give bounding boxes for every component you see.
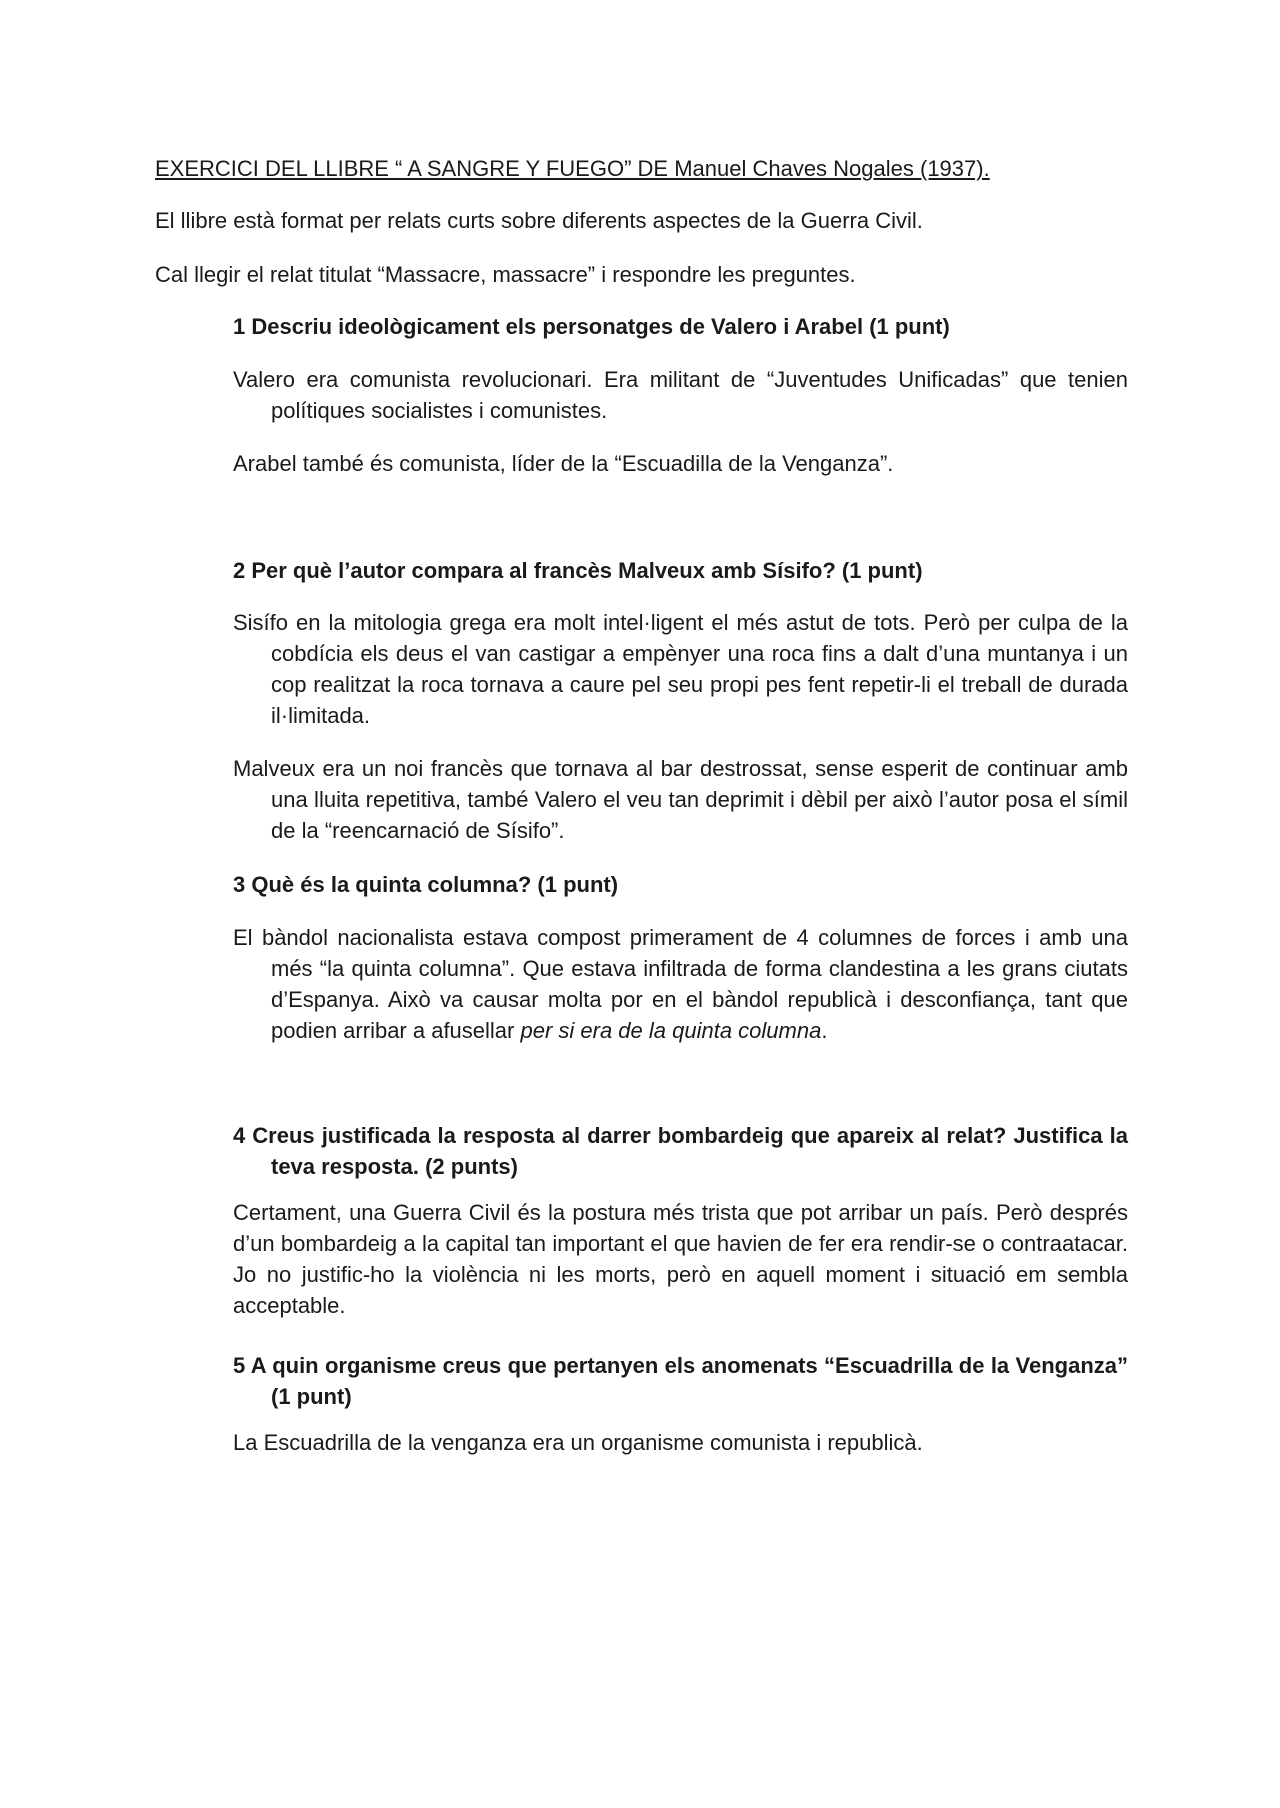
- answer-2-paragraph-2: Malveux era un noi francès que tornava al bar destrossat, sense esperit de continuar amb una lluita repetitiva, també Valero el veu tan deprimit i dèbil per això l’autor posa el símil de la “reencarnació de Sísifo”.: [233, 756, 1128, 843]
- answer-4-paragraph: Certament, una Guerra Civil és la postura més trista que pot arribar un país. Però després d’un bombardeig a la capital tan important el que havien de fer era rendir-se o contraatacar. Jo no justific-ho la violència ni les morts, però en aquell moment i situació em sembla acceptable.: [233, 1200, 1128, 1318]
- intro-paragraph-2: Cal llegir el relat titulat “Massacre, massacre” i respondre les preguntes.: [155, 262, 856, 287]
- answer-1-paragraph-1: Valero era comunista revolucionari. Era militant de “Juventudes Unificadas” que tenien polítiques socialistes i comunistes.: [233, 367, 1128, 423]
- question-5: 5 A quin organisme creus que pertanyen els anomenats “Escuadrilla de la Venganza” (1 punt): [233, 1353, 1128, 1409]
- answer-5-paragraph: La Escuadrilla de la venganza era un organisme comunista i republicà.: [233, 1430, 923, 1455]
- question-2: 2 Per què l’autor compara al francès Malveux amb Sísifo? (1 punt): [233, 558, 923, 583]
- question-1: 1 Descriu ideològicament els personatges de Valero i Arabel (1 punt): [233, 314, 950, 339]
- answer-3-paragraph: [233, 922, 1128, 1046]
- intro-paragraph-1: El llibre està format per relats curts sobre diferents aspectes de la Guerra Civil.: [155, 208, 923, 233]
- answer-3-text: El bàndol nacionalista estava compost primerament de 4 columnes de forces i amb una més “la quinta columna”. Que estava infiltrada de forma clandestina a les grans ciutats d’Espanya. Això va causar molta por en el bàndol republicà i desconfiança, tant que podien arribar a afusellar: [233, 925, 1128, 1043]
- answer-1-paragraph-2: Arabel també és comunista, líder de la “Escuadilla de la Venganza”.: [233, 451, 894, 476]
- question-4: 4 Creus justificada la resposta al darrer bombardeig que apareix al relat? Justifica la teva resposta. (2 punts): [233, 1123, 1128, 1179]
- question-3: 3 Què és la quinta columna? (1 punt): [233, 872, 619, 897]
- answer-3-end: .: [821, 1018, 828, 1043]
- answer-3-italic-text: per si era de la quinta columna: [520, 1018, 822, 1043]
- answer-2-paragraph-1: Sisífo en la mitologia grega era molt intel·ligent el més astut de tots. Però per culpa de la cobdícia els deus el van castigar a empènyer una roca fins a dalt d’una muntanya i un cop realitzat la roca tornava a caure pel seu propi pes fent repetir-li el treball de durada il·limitada.: [233, 610, 1128, 728]
- document-title: EXERCICI DEL LLIBRE “ A SANGRE Y FUEGO” DE Manuel Chaves Nogales (1937).: [155, 156, 990, 181]
